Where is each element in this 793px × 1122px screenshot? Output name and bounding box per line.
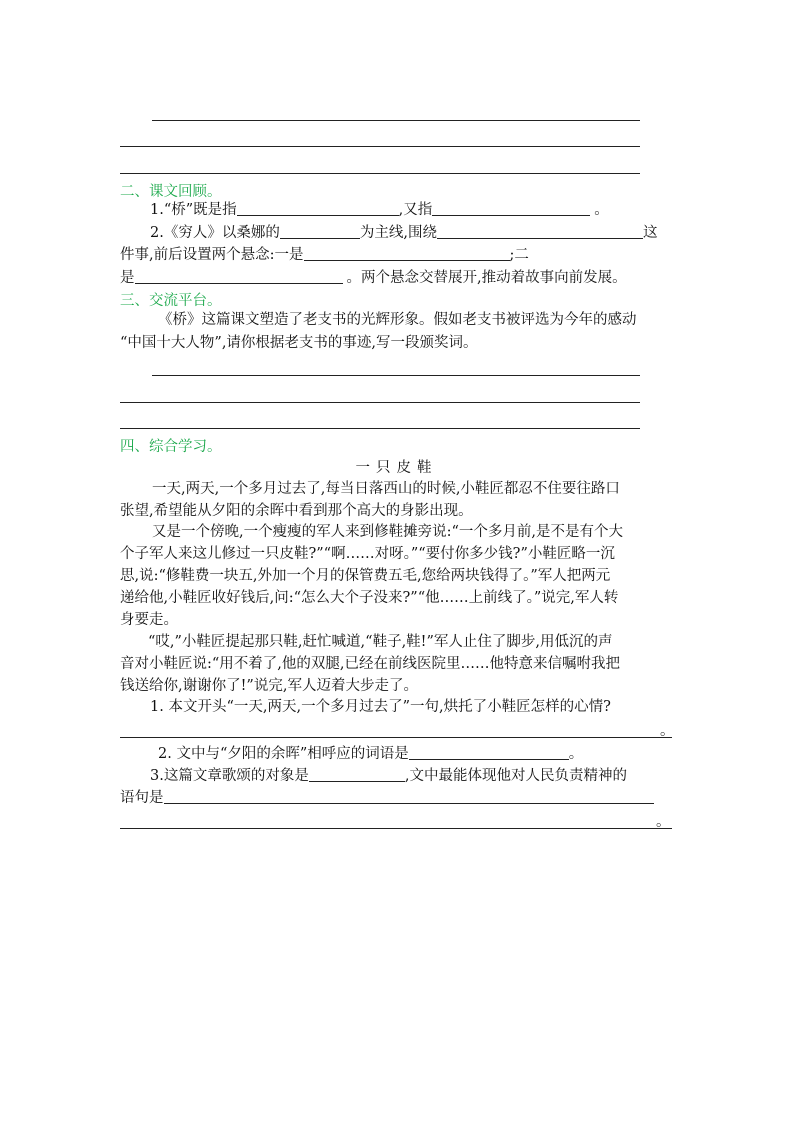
story-p2-line5: 身要走。 <box>120 612 178 628</box>
q2-blank-3[interactable] <box>304 246 510 261</box>
section4-question3-line2 <box>120 788 654 808</box>
s4-q2-end: 。 <box>568 746 584 762</box>
answer-line-top-3[interactable] <box>120 173 640 174</box>
q1-blank-2[interactable] <box>432 201 590 216</box>
section4-q1-answer-line[interactable] <box>120 737 672 738</box>
section2-question2-line1 <box>150 223 657 243</box>
q1-blank-1[interactable] <box>237 201 399 216</box>
q2-blank-1[interactable] <box>280 224 360 239</box>
s4-q2-text: 2. 文中与“夕阳的余晖”相呼应的词语是 <box>158 746 409 762</box>
s4-q3-blank-2[interactable] <box>164 789 654 804</box>
story-p2-line2: 个子军人来这儿修过一只皮鞋?”“啊……对呀。”“要付你多少钱?”小鞋匠略一沉 <box>120 546 615 562</box>
section4-question3-line1 <box>150 766 627 786</box>
story-p2-line1: 又是一个傍晚,一个瘦瘦的军人来到修鞋摊旁说:“一个多月前,是不是有个大 <box>152 524 624 540</box>
answer-line-mid-3[interactable] <box>120 428 640 429</box>
section3-paragraph-line1: 《桥》这篇课文塑造了老支书的光辉形象。假如老支书被评选为今年的感动 <box>158 312 637 328</box>
section2-heading: 二、课文回顾。 <box>120 184 222 200</box>
q2-line3-text-b: 。两个悬念交替展开,推动着故事向前发展。 <box>346 270 627 286</box>
q2-blank-4[interactable] <box>135 269 343 284</box>
story-title: 一只皮鞋 <box>355 460 438 476</box>
story-p1-line2: 张望,希望能从夕阳的余晖中看到那个高大的身影出现。 <box>120 503 473 519</box>
section2-question2-line2 <box>120 245 529 265</box>
section4-question1: 1. 本文开头“一天,两天,一个多月过去了”一句,烘托了小鞋匠怎样的心情? <box>150 699 611 715</box>
q2-line2-end: ;二 <box>509 247 529 263</box>
s4-q3-line2-text: 语句是 <box>120 790 164 806</box>
answer-line-top-1[interactable] <box>152 120 640 121</box>
q2-blank-2[interactable] <box>437 224 643 239</box>
story-p3-line2: 音对小鞋匠说:“用不着了,他的双腿,已经在前线医院里……他特意来信嘱咐我把 <box>120 656 621 672</box>
q1-text-b: ,又指 <box>398 202 433 218</box>
section4-question2 <box>158 744 583 764</box>
q2-text-a: 2.《穷人》以桑娜的 <box>150 225 280 241</box>
story-p1-line1: 一天,两天,一个多月过去了,每当日落西山的时候,小鞋匠都忍不住要往路口 <box>152 481 620 497</box>
q2-line2-text: 件事,前后设置两个悬念:一是 <box>120 247 304 263</box>
s4-q3-text-a: 3.这篇文章歌颂的对象是 <box>150 768 309 784</box>
section4-q3-end: 。 <box>656 814 671 830</box>
s4-q2-blank[interactable] <box>409 745 569 760</box>
answer-line-mid-2[interactable] <box>120 402 640 403</box>
story-p3-line1: “哎,”小鞋匠提起那只鞋,赶忙喊道,“鞋子,鞋!”军人止住了脚步,用低沉的声 <box>148 634 613 650</box>
section4-heading: 四、综合学习。 <box>120 439 222 455</box>
q2-text-b: 为主线,围绕 <box>359 225 437 241</box>
section4-q3-answer-line[interactable] <box>120 828 672 829</box>
section3-heading: 三、交流平台。 <box>120 293 222 309</box>
story-p2-line3: 思,说:“修鞋费一块五,外加一个月的保管费五毛,您给两块钱得了。”军人把两元 <box>120 568 611 584</box>
story-p2-line4: 递给他,小鞋匠收好钱后,问:“怎么大个子没来?”“他……上前线了。”说完,军人转 <box>120 590 619 606</box>
q1-text-a: 1.“桥”既是指 <box>150 202 237 218</box>
section4-q1-end: 。 <box>660 723 675 739</box>
s4-q3-blank-1[interactable] <box>309 767 405 782</box>
q1-end: 。 <box>594 202 609 218</box>
section2-question2-line3 <box>120 268 627 288</box>
s4-q3-text-b: ,文中最能体现他对人民负责精神的 <box>404 768 627 784</box>
answer-line-top-2[interactable] <box>120 146 640 147</box>
q2-text-c: 这 <box>642 225 658 241</box>
answer-line-mid-1[interactable] <box>152 375 640 376</box>
section2-question1 <box>150 200 609 220</box>
section3-paragraph-line2: “中国十大人物”,请你根据老支书的事迹,写一段颁奖词。 <box>120 335 478 351</box>
q2-line3-text-a: 是 <box>120 270 135 286</box>
story-p3-line3: 钱送给你,谢谢你了!”说完,军人迈着大步走了。 <box>120 678 418 694</box>
